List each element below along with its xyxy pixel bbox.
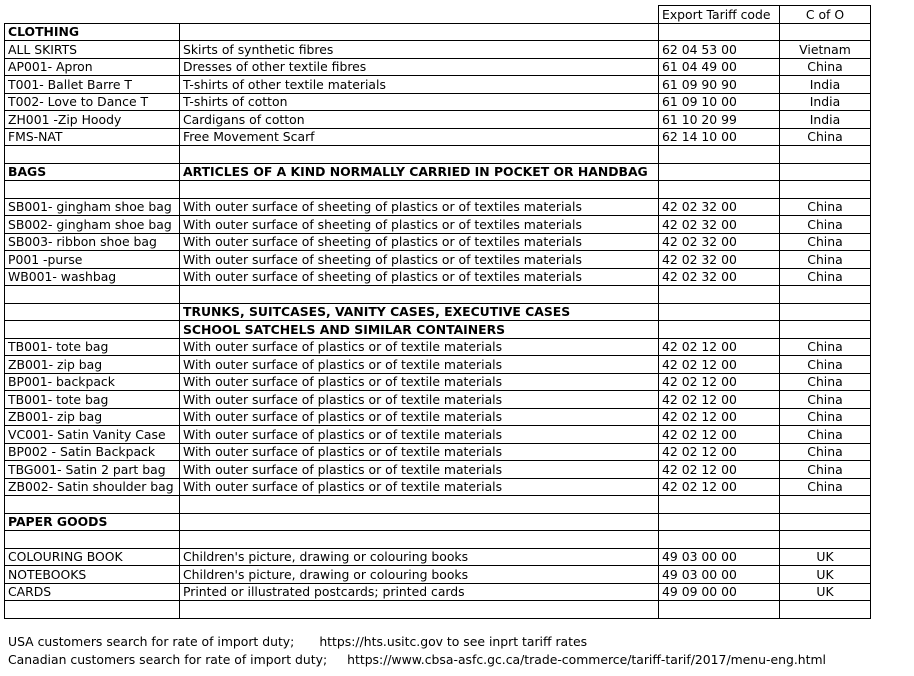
- table-row: [5, 583, 871, 601]
- origin-cell: China: [780, 391, 871, 409]
- item-cell: TBG001- Satin 2 part bag: [5, 461, 180, 479]
- tariff-code-cell: [659, 23, 780, 41]
- origin-cell: [780, 496, 871, 514]
- header-row: [5, 6, 871, 24]
- description-cell: [180, 531, 659, 549]
- table-row: [5, 338, 871, 356]
- origin-cell: UK: [780, 548, 871, 566]
- tariff-code-cell: 62 14 10 00: [659, 128, 780, 146]
- origin-cell: India: [780, 111, 871, 129]
- table-row: [5, 548, 871, 566]
- table-row: [5, 566, 871, 584]
- item-cell: TB001- tote bag: [5, 338, 180, 356]
- item-cell: SB003- ribbon shoe bag: [5, 233, 180, 251]
- section-row: [5, 23, 871, 41]
- item-cell: WB001- washbag: [5, 268, 180, 286]
- origin-cell: India: [780, 76, 871, 94]
- canada-footer-note: [8, 652, 826, 667]
- tariff-code-cell: [659, 181, 780, 199]
- origin-cell: China: [780, 461, 871, 479]
- item-cell: BAGS: [5, 163, 180, 181]
- description-cell: [180, 23, 659, 41]
- usa-note-text: USA customers search for rate of import duty;: [8, 634, 295, 649]
- item-cell: COLOURING BOOK: [5, 548, 180, 566]
- origin-cell: China: [780, 338, 871, 356]
- tariff-code-cell: 49 09 00 00: [659, 583, 780, 601]
- item-cell: BP001- backpack: [5, 373, 180, 391]
- tariff-code-cell: [659, 496, 780, 514]
- origin-cell: UK: [780, 566, 871, 584]
- description-cell: Printed or illustrated postcards; printed cards: [180, 583, 659, 601]
- item-cell: [5, 286, 180, 304]
- tariff-code-cell: [659, 601, 780, 619]
- item-cell: P001 -purse: [5, 251, 180, 269]
- origin-cell: [780, 601, 871, 619]
- table-row: [5, 216, 871, 234]
- description-cell: With outer surface of sheeting of plastics or of textiles materials: [180, 233, 659, 251]
- table-row: [5, 426, 871, 444]
- tariff-code-cell: 49 03 00 00: [659, 548, 780, 566]
- tariff-code-cell: 42 02 32 00: [659, 216, 780, 234]
- tariff-code-cell: 42 02 12 00: [659, 426, 780, 444]
- table-row: [5, 76, 871, 94]
- origin-cell: China: [780, 408, 871, 426]
- header-tariff-code: Export Tariff code: [659, 6, 780, 24]
- tariff-code-cell: 61 04 49 00: [659, 58, 780, 76]
- origin-cell: China: [780, 268, 871, 286]
- blank-row: [5, 531, 871, 549]
- tariff-code-cell: [659, 163, 780, 181]
- item-cell: T001- Ballet Barre T: [5, 76, 180, 94]
- origin-cell: China: [780, 251, 871, 269]
- item-cell: VC001- Satin Vanity Case: [5, 426, 180, 444]
- description-cell: [180, 601, 659, 619]
- origin-cell: India: [780, 93, 871, 111]
- origin-cell: Vietnam: [780, 41, 871, 59]
- tariff-code-cell: 42 02 12 00: [659, 338, 780, 356]
- section-row: [5, 321, 871, 339]
- tariff-code-cell: 42 02 12 00: [659, 391, 780, 409]
- description-cell: Skirts of synthetic fibres: [180, 41, 659, 59]
- origin-cell: [780, 163, 871, 181]
- origin-cell: [780, 146, 871, 164]
- tariff-table-body: [5, 6, 871, 619]
- item-cell: [5, 496, 180, 514]
- tariff-code-cell: [659, 303, 780, 321]
- table-row: [5, 58, 871, 76]
- tariff-code-cell: 42 02 12 00: [659, 408, 780, 426]
- tariff-code-cell: [659, 513, 780, 531]
- header-country-of-origin: C of O: [780, 6, 871, 24]
- tariff-code-cell: 62 04 53 00: [659, 41, 780, 59]
- origin-cell: China: [780, 426, 871, 444]
- description-cell: With outer surface of plastics or of textile materials: [180, 443, 659, 461]
- table-row: [5, 198, 871, 216]
- table-row: [5, 373, 871, 391]
- item-cell: [5, 181, 180, 199]
- description-cell: [180, 513, 659, 531]
- blank-row: [5, 146, 871, 164]
- table-row: [5, 391, 871, 409]
- tariff-code-cell: 42 02 32 00: [659, 198, 780, 216]
- item-cell: AP001- Apron: [5, 58, 180, 76]
- tariff-code-cell: 42 02 12 00: [659, 461, 780, 479]
- origin-cell: [780, 23, 871, 41]
- item-cell: SB002- gingham shoe bag: [5, 216, 180, 234]
- description-cell: With outer surface of plastics or of textile materials: [180, 373, 659, 391]
- item-cell: TB001- tote bag: [5, 391, 180, 409]
- description-cell: ARTICLES OF A KIND NORMALLY CARRIED IN POCKET OR HANDBAG: [180, 163, 659, 181]
- table-row: [5, 233, 871, 251]
- description-cell: With outer surface of plastics or of textile materials: [180, 356, 659, 374]
- description-cell: Dresses of other textile fibres: [180, 58, 659, 76]
- item-cell: ZH001 -Zip Hoody: [5, 111, 180, 129]
- origin-cell: [780, 513, 871, 531]
- item-cell: ZB002- Satin shoulder bag: [5, 478, 180, 496]
- origin-cell: [780, 321, 871, 339]
- tariff-code-cell: 61 09 10 00: [659, 93, 780, 111]
- blank-row: [5, 496, 871, 514]
- description-cell: With outer surface of sheeting of plastics or of textiles materials: [180, 251, 659, 269]
- table-row: [5, 443, 871, 461]
- tariff-code-cell: [659, 146, 780, 164]
- table-row: [5, 408, 871, 426]
- tariff-code-cell: 42 02 32 00: [659, 268, 780, 286]
- description-cell: Children's picture, drawing or colouring books: [180, 566, 659, 584]
- item-cell: [5, 146, 180, 164]
- item-cell: [5, 531, 180, 549]
- blank-row: [5, 181, 871, 199]
- description-cell: With outer surface of plastics or of textile materials: [180, 391, 659, 409]
- canada-note-text: Canadian customers search for rate of import duty;: [8, 652, 328, 667]
- item-cell: BP002 - Satin Backpack: [5, 443, 180, 461]
- table-row: [5, 268, 871, 286]
- tariff-code-cell: 42 02 32 00: [659, 233, 780, 251]
- table-row: [5, 478, 871, 496]
- usa-footer-note: [8, 634, 587, 649]
- tariff-table: [4, 5, 871, 619]
- origin-cell: [780, 303, 871, 321]
- table-row: [5, 251, 871, 269]
- description-cell: With outer surface of sheeting of plastics or of textiles materials: [180, 198, 659, 216]
- tariff-code-cell: 42 02 12 00: [659, 443, 780, 461]
- item-cell: PAPER GOODS: [5, 513, 180, 531]
- tariff-code-cell: 61 09 90 90: [659, 76, 780, 94]
- table-row: [5, 356, 871, 374]
- table-row: [5, 461, 871, 479]
- origin-cell: [780, 531, 871, 549]
- blank-row: [5, 601, 871, 619]
- item-cell: FMS-NAT: [5, 128, 180, 146]
- tariff-code-cell: 42 02 12 00: [659, 373, 780, 391]
- usa-tariff-link[interactable]: https://hts.usitc.gov to see inprt tariff rates: [319, 634, 588, 649]
- description-cell: Children's picture, drawing or colouring books: [180, 548, 659, 566]
- blank-row: [5, 286, 871, 304]
- header-blank-a: [5, 6, 180, 24]
- origin-cell: China: [780, 478, 871, 496]
- description-cell: T-shirts of cotton: [180, 93, 659, 111]
- item-cell: NOTEBOOKS: [5, 566, 180, 584]
- canada-tariff-link[interactable]: https://www.cbsa-asfc.gc.ca/trade-commerce/tariff-tarif/2017/menu-eng.html: [347, 652, 826, 667]
- origin-cell: China: [780, 198, 871, 216]
- description-cell: With outer surface of plastics or of textile materials: [180, 426, 659, 444]
- tariff-code-cell: [659, 286, 780, 304]
- tariff-code-cell: 42 02 12 00: [659, 356, 780, 374]
- header-blank-b: [180, 6, 659, 24]
- description-cell: [180, 496, 659, 514]
- tariff-code-cell: 42 02 12 00: [659, 478, 780, 496]
- table-row: [5, 111, 871, 129]
- origin-cell: China: [780, 128, 871, 146]
- item-cell: T002- Love to Dance T: [5, 93, 180, 111]
- item-cell: CARDS: [5, 583, 180, 601]
- item-cell: [5, 321, 180, 339]
- tariff-code-cell: 61 10 20 99: [659, 111, 780, 129]
- description-cell: With outer surface of plastics or of textile materials: [180, 478, 659, 496]
- description-cell: TRUNKS, SUITCASES, VANITY CASES, EXECUTIVE CASES: [180, 303, 659, 321]
- description-cell: With outer surface of plastics or of textile materials: [180, 338, 659, 356]
- origin-cell: China: [780, 443, 871, 461]
- description-cell: Cardigans of cotton: [180, 111, 659, 129]
- item-cell: [5, 601, 180, 619]
- tariff-code-cell: [659, 321, 780, 339]
- item-cell: ZB001- zip bag: [5, 408, 180, 426]
- origin-cell: China: [780, 356, 871, 374]
- description-cell: [180, 146, 659, 164]
- section-row: [5, 303, 871, 321]
- origin-cell: China: [780, 216, 871, 234]
- item-cell: ALL SKIRTS: [5, 41, 180, 59]
- description-cell: T-shirts of other textile materials: [180, 76, 659, 94]
- origin-cell: [780, 286, 871, 304]
- origin-cell: UK: [780, 583, 871, 601]
- section-row: [5, 513, 871, 531]
- item-cell: SB001- gingham shoe bag: [5, 198, 180, 216]
- tariff-code-cell: 42 02 32 00: [659, 251, 780, 269]
- tariff-code-cell: 49 03 00 00: [659, 566, 780, 584]
- origin-cell: China: [780, 58, 871, 76]
- table-row: [5, 41, 871, 59]
- description-cell: With outer surface of sheeting of plastics or of textiles materials: [180, 268, 659, 286]
- section-row: [5, 163, 871, 181]
- item-cell: ZB001- zip bag: [5, 356, 180, 374]
- description-cell: With outer surface of plastics or of textile materials: [180, 408, 659, 426]
- origin-cell: China: [780, 373, 871, 391]
- description-cell: [180, 181, 659, 199]
- item-cell: CLOTHING: [5, 23, 180, 41]
- table-row: [5, 128, 871, 146]
- description-cell: With outer surface of sheeting of plastics or of textiles materials: [180, 216, 659, 234]
- table-row: [5, 93, 871, 111]
- description-cell: [180, 286, 659, 304]
- tariff-code-cell: [659, 531, 780, 549]
- description-cell: SCHOOL SATCHELS AND SIMILAR CONTAINERS: [180, 321, 659, 339]
- origin-cell: China: [780, 233, 871, 251]
- description-cell: With outer surface of plastics or of textile materials: [180, 461, 659, 479]
- item-cell: [5, 303, 180, 321]
- description-cell: Free Movement Scarf: [180, 128, 659, 146]
- origin-cell: [780, 181, 871, 199]
